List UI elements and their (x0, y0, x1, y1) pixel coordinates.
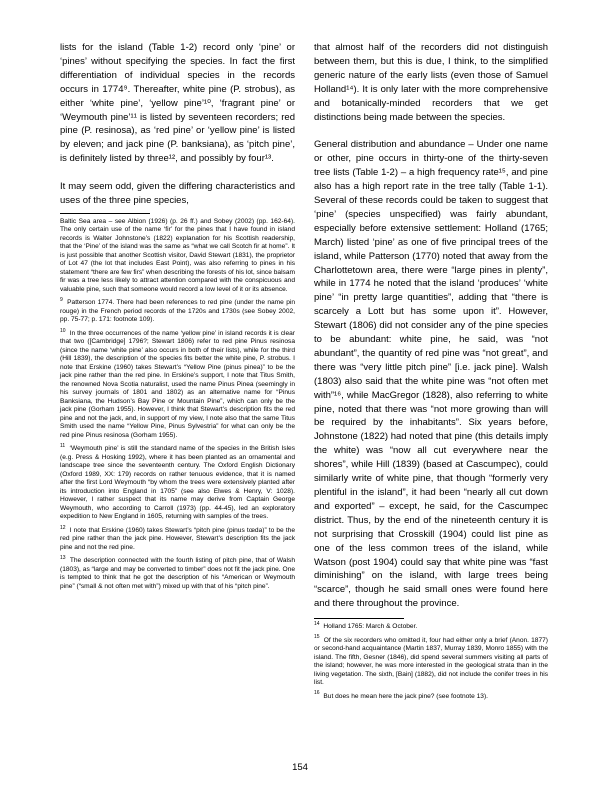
footnote-text: Holland 1765: March & October. (323, 623, 418, 631)
footnote-number: 16 (314, 690, 320, 697)
footnote-text: Of the six recorders who omitted it, four had either only a brief (Anon. 1877) or second-hand acquaintance (Martin 1837, Murray 1839, Monro 1855) with the island. The fifth, Gesner (1846), did spend several summers visiting all parts of the island; however, he was more interested in the geological strata than in the living vegetation. The sixth, [Bain] (1882), did not include the conifer trees in his list. (314, 636, 548, 687)
right-body-text: that almost half of the recorders did not distinguish between them, but this is due, I think, to the simplified generic nature of the early lists (even those of Samuel Holland¹⁴). It is only later with the more comprehensive and botanically-minded recorders that we get distinctions being made between the species. General distribution and abundance – Under one name or other, pine occurs in thirty-one of the thirty-seven tree lists (Table 1-2) – a high frequency rate¹⁵, and pine also has a high report rate in the tree tally (Table 1-1). Several of these records could be taken to suggest that ‘pine’ (species unspecified) was fairly abundant, especially before extensive settlement: Holland (1765; March) listed ‘pine’ as one of five principal trees of the island, while Patterson (1770) noted that away from the Charlottetown area, there were “large pines in plenty”, while in 1774 he noted that the island ‘produces’ ‘white pine’ “in pretty large quantities”, adding that “there is scarcely a Lott but has some upon it”. However, Stewart (1806) did not consider any of the pine species to be abundant: white pine, he said, was “not abundant”, the quantity of red pine was “not great”, and there was “very little pitch pine” [i.e. jack pine]. Walsh (1803) also said that the white pine was “not often met with”¹⁶, while MacGregor (1828), also referring to white pine, noted that there was “not more growing than will be required by the inhabitants”. Six years before, Johnstone (1822) had noted that pine (this details imply the white) was “now all cut everywhere near the shores”, while Hill (1839) (based at Cascumpec), could similarly write of white pine, that though “formerly very plentiful in the island”, it had been “nearly all cut down and exported” – except, he said, for the Cascumpec district. Thus, by the end of the nineteenth century it is not surprising that Crosskill (1904) could list pine as one of the less common trees of the island, while Watson (post 1904) could say that white pine was “fast diminishing” on the island, with large trees being “scarce”, though he said small ones were found here and there throughout the province. (314, 42, 548, 610)
footnote-text: In the three occurrences of the name ‘yellow pine’ in island records it is clear that two ([Cambridge] 1796?; Stewart 1806) refer to red pine Pinus resinosa (since the name ‘white pine’ also occurs in both of their lists), while for the third (Hill 1839), the description of the species fits better the white pine, P. strobus. I note that Erskine (1960) takes Stewart’s “Yellow Pine (pinus pinea)” to be the jack pine rather than the red pine. In Erskine’s support, I note that Titus Smith, the renowned Nova Scotia naturalist, used the name Pinus Pinea (seemingly in his survey journals of 1801 and 1802) as an alternative name for “Pinus Banksiana, the Hudson’s Bay Pine or Mountain Pine”, which can only be the jack pine (Gorham 1955). However, I think that Stewart’s description fits the red pine and not the jack, and, in support of my view, I note also that the same Titus Smith used the name “Yellow Pine, Pinus Sylvestria” for what can only be the red pine Pinus resinosa (Gorham 1955). (60, 329, 295, 439)
right-column (314, 41, 548, 706)
footnote-rule (60, 213, 150, 214)
footnote-number: 10 (60, 327, 66, 334)
footnote-number: 12 (60, 524, 66, 531)
footnote-9 (60, 299, 295, 325)
right-footnotes (314, 620, 548, 701)
footnote-text: The description connected with the fourth listing of pitch pine, that of Walsh (1803), as “large and may be converted to timber” does not fit the jack pine. One is tempted to think that he got the description of his “American or Weymouth pine” (“small & not often met with”) mixed up with that of his “pitch pine”. (60, 557, 295, 590)
footnote-number: 9 (60, 297, 63, 304)
footnote-15 (314, 634, 548, 688)
footnote-11 (60, 445, 295, 522)
footnote-text: Baltic Sea area – see Albion (1926) (p. 26 ff.) and Sobey (2002) (pp. 162-64). The only certain use of the name ‘fir’ for the pines that I have found in island records is Walter Johnstone’s (1822) explanation for his Scottish readership, that the ‘Pine’ of the island was the same as “what we call Scotch fir at home”. It is just possible that another Scottish visitor, David Stewart (1831), the proprietor of Lot 47 (the lot that includes East Point), was also referring to pines in his statement “there are few firs” when describing the forests of his lot, since balsam fir was a tree less likely to attract attention compared with the conspicuous and valuable pine, such that someone would record a low level of it or its absence. (60, 217, 295, 293)
footnote-rule (314, 618, 404, 619)
footnote-12 (60, 524, 295, 553)
footnote-text: But does he mean here the jack pine? (see footnote 13). (323, 692, 488, 700)
footnote-text: ‘Weymouth pine’ is still the standard name of the species in the British Isles (e.g. Press & Hosking 1992), where it has been planted as an ornamental and landscape tree since the seventeenth century. The Oxford English Dictionary (Oxford 1989, XX: 179) records on rather tenuous evidence, that it is named after the first Lord Weymouth “by whom the trees were extensively planted after its introduction into England in 1705” (see also Elwes & Henry, V: 1028). However, I rather suspect that its name may derive from Captain George Weymouth, who according to Carroll (1973) (pp. 44-45), led an exploratory expedition to New England in 1605, returning with samples of the trees. (60, 445, 295, 521)
left-body-text: lists for the island (Table 1-2) record only ‘pine’ or ‘pines’ without specifying the species. In fact the first differentiation of individual species in the records occurs in 1774⁹. Thereafter, white pine (P. strobus), as either ‘white pine’, ‘yellow pine’¹⁰, ‘fragrant pine’ or ‘Weymouth pine’¹¹ is listed by seventeen recorders; red pine (P. resinosa), as ‘red pine’ or ‘yellow pine’ is listed by eleven; and jack pine (P. banksiana), as ‘pitch pine’, is definitely listed by three¹², and possibly by four¹³. It may seem odd, given the differing characteristics and uses of the three pine species, (60, 42, 295, 206)
left-footnotes (60, 218, 295, 592)
page-number: 154 (292, 762, 308, 773)
footnote-number: 14 (314, 620, 320, 627)
footnote-13 (60, 557, 295, 591)
footnote-16 (314, 690, 548, 702)
footnote-number: 13 (60, 555, 66, 562)
footnote-10 (60, 327, 295, 441)
footnote-number: 15 (314, 634, 320, 641)
footnote-text: I note that Erskine (1960) takes Stewart’s “pitch pine (pinus tœda)” to be the red pine rather than the jack pine. However, Stewart’s description fits the jack pine and not the red pine. (60, 526, 295, 551)
footnote-number: 11 (60, 443, 66, 450)
footnote-14 (314, 620, 548, 632)
footnote-continued (60, 218, 295, 295)
footnote-text: Patterson 1774. There had been references to red pine (under the name pin rouge) in the French period records of the 1720s and 1730s (see Sobey 2002, pp. 75-77; p. 171: footnote 109). (60, 299, 295, 324)
left-column (60, 41, 295, 596)
